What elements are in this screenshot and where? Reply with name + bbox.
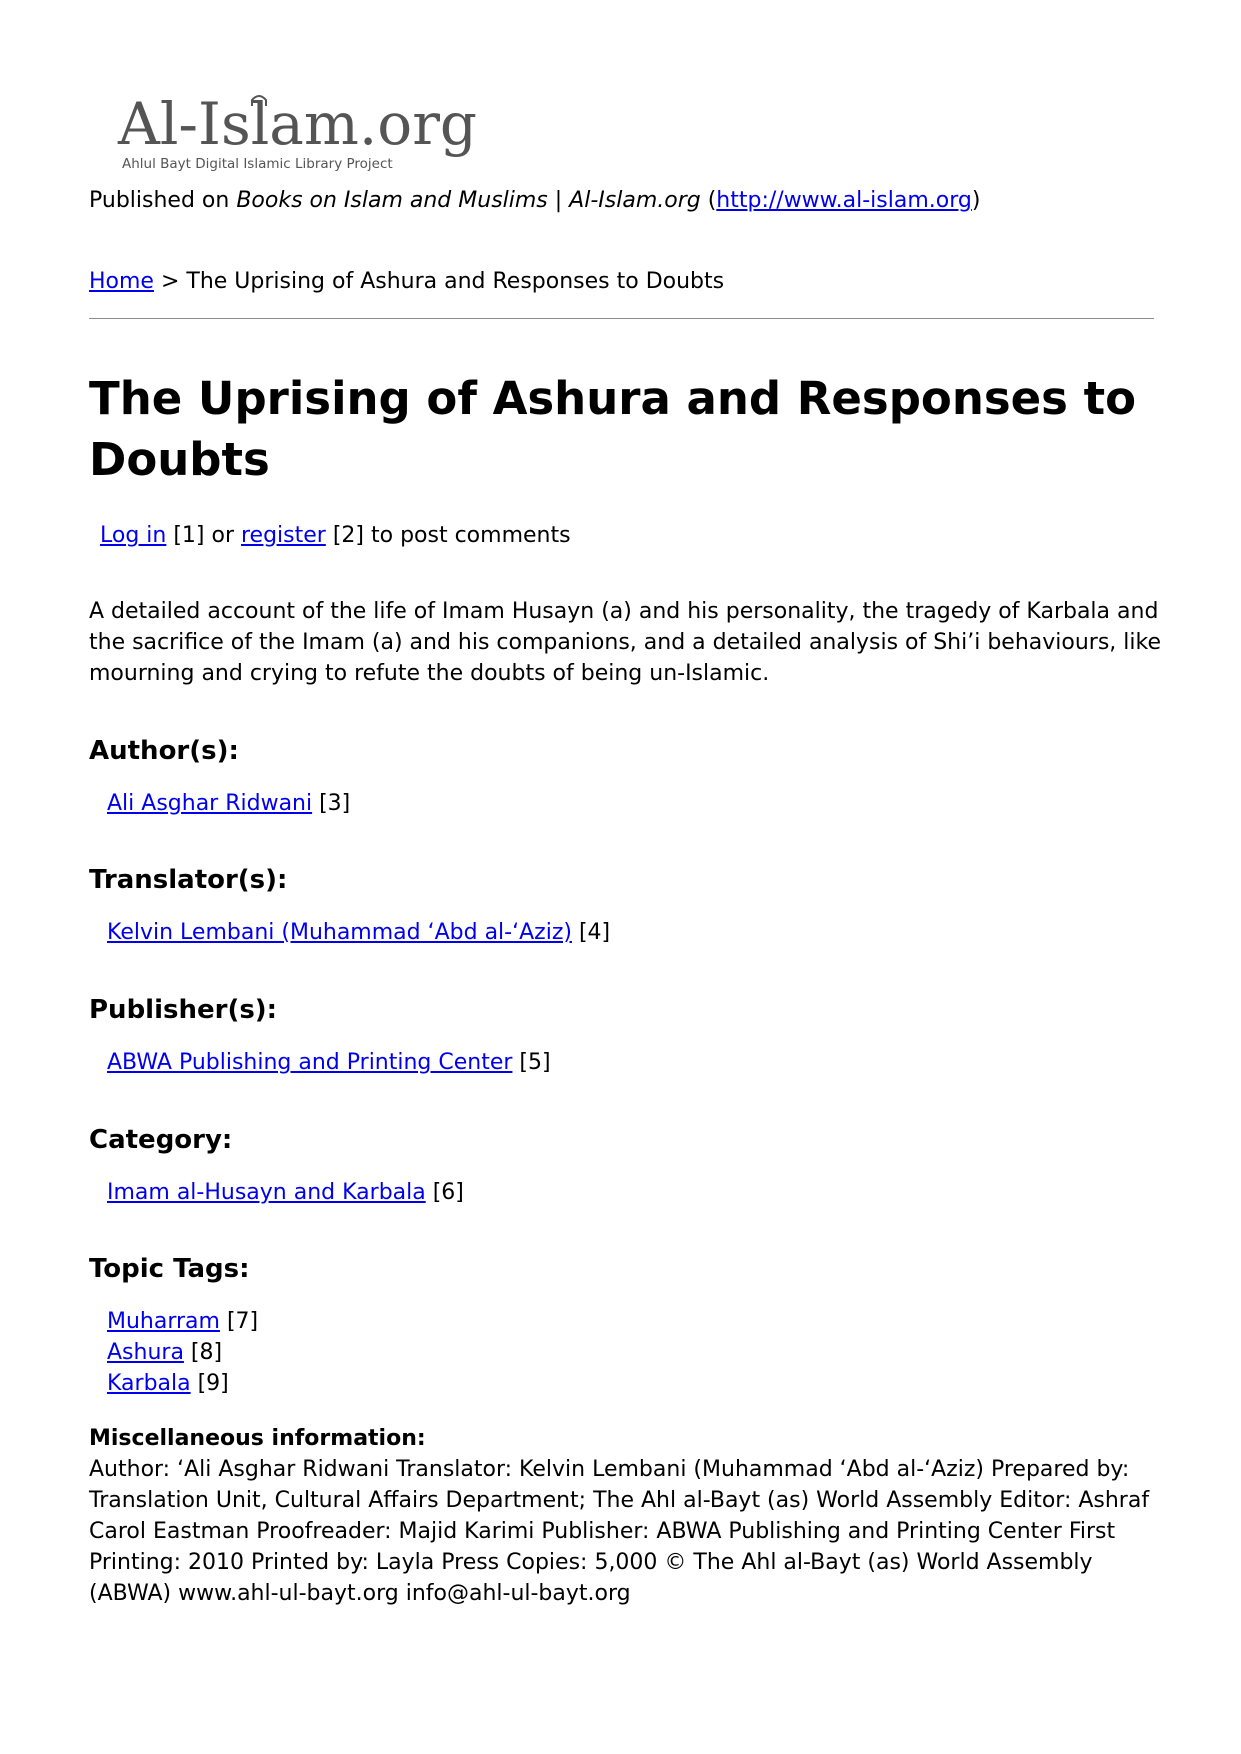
tags-heading: Topic Tags: [89,1254,250,1284]
tag-ref: [8] [183,1340,223,1365]
breadcrumb-home-link[interactable]: Home [89,269,154,294]
category-link[interactable]: Imam al-Husayn and Karbala [107,1180,426,1205]
tag-link-karbala[interactable]: Karbala [107,1371,191,1396]
category-heading: Category: [89,1125,233,1155]
published-close-paren: ) [971,188,981,213]
author-link[interactable]: Ali Asghar Ridwani [107,791,313,816]
site-logo[interactable] [118,92,478,180]
author-ref: [3] [312,791,351,816]
author-item [107,789,350,819]
category-item [107,1178,464,1208]
authors-heading: Author(s): [89,736,239,766]
publisher-item [107,1048,551,1078]
tag-item [107,1307,258,1337]
tag-link-ashura[interactable]: Ashura [107,1340,184,1365]
login-ref: [1] or [166,523,241,548]
published-prefix: Published on [89,188,237,213]
translator-link[interactable]: Kelvin Lembani (Muhammad ‘Abd al-‘Aziz) [107,920,572,945]
published-line [89,186,980,216]
publisher-link[interactable]: ABWA Publishing and Printing Center [107,1050,513,1075]
misc-heading: Miscellaneous information: [89,1426,426,1451]
translator-item [107,918,610,948]
breadcrumb-current: The Uprising of Ashura and Responses to Doubts [186,269,725,294]
breadcrumb [89,267,724,297]
page-title: The Uprising of Ashura and Responses to Doubts [89,372,1137,486]
tag-link-muharram[interactable]: Muharram [107,1309,220,1334]
translators-heading: Translator(s): [89,865,288,895]
tag-item [107,1338,222,1368]
tag-item [107,1369,229,1399]
published-site-name: Books on Islam and Muslims | Al-Islam.org [236,188,701,213]
register-ref: [2] to post comments [325,523,571,548]
published-open-paren: ( [700,188,717,213]
header-divider [89,318,1154,319]
logo-wordmark: Al-Islam.org [118,90,478,158]
comments-prompt [100,521,571,551]
publisher-ref: [5] [512,1050,551,1075]
translator-ref: [4] [571,920,611,945]
login-link[interactable]: Log in [100,523,167,548]
breadcrumb-separator: > [153,269,187,294]
register-link[interactable]: register [241,523,326,548]
logo-tagline: Ahlul Bayt Digital Islamic Library Project [122,156,393,172]
tag-ref: [9] [190,1371,229,1396]
site-url-link[interactable]: http://www.al-islam.org [716,188,972,213]
publishers-heading: Publisher(s): [89,995,278,1025]
misc-body: Author: ‘Ali Asghar Ridwani Translator: Kelvin Lembani (Muhammad ‘Abd al-‘Aziz) Prepared by: Translation Unit, Cultural Affairs Department; The Ahl al-Bayt (as) World Assembly Editor: Ashraf Carol Eastman Proofreader: Majid Karimi Publisher: ABWA Publishing and Printing Center First Printing: 2010 Printed by: Layla Press Copies: 5,000 © The Ahl al-Bayt (as) World Assembly (ABWA) www.ahl-ul-bayt.org info@ahl-ul-bayt.org [89,1457,1150,1606]
book-summary: A detailed account of the life of Imam Husayn (a) and his personality, the tragedy of Karbala and the sacrifice of the Imam (a) and his companions, and a detailed analysis of Shi’i behaviours, like mourning and crying to refute the doubts of being un-Islamic. [89,599,1162,686]
category-ref: [6] [425,1180,464,1205]
tag-ref: [7] [219,1309,259,1334]
